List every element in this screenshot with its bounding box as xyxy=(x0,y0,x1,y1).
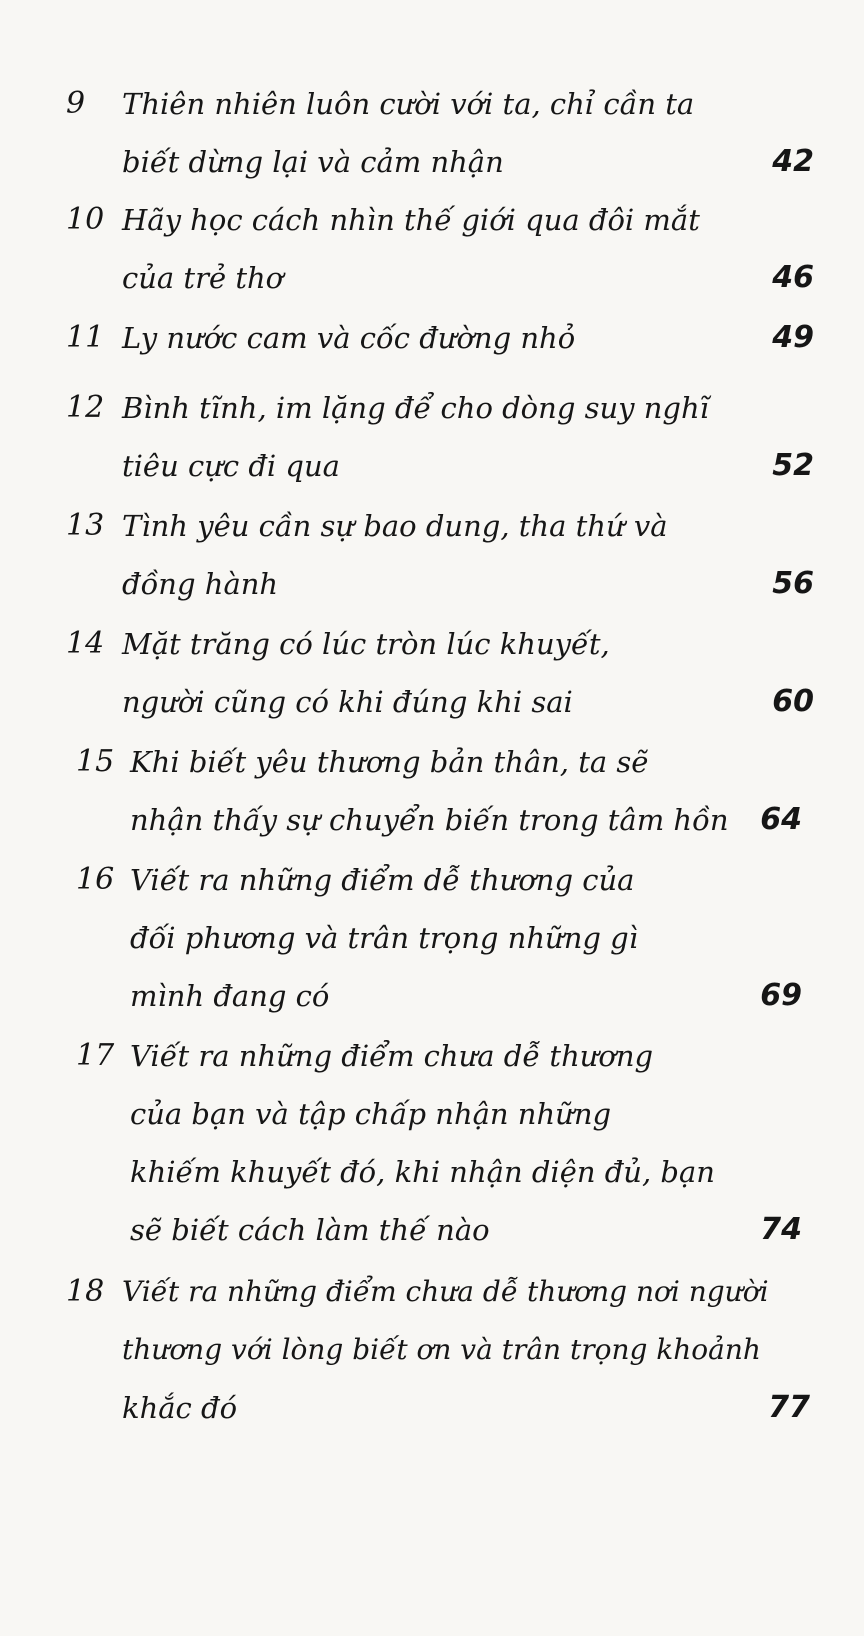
entry-number: 11 xyxy=(66,320,105,355)
entry-page-number: 77 xyxy=(768,1390,810,1425)
entry-page-number: 74 xyxy=(760,1212,802,1247)
entry-title-line: Tình yêu cần sự bao dung, tha thứ và xyxy=(122,509,668,543)
entry-title-line: Viết ra những điểm chưa dễ thương xyxy=(130,1039,654,1073)
entry-title-line: Thiên nhiên luôn cười với ta, chỉ cần ta xyxy=(122,87,695,121)
entry-number: 17 xyxy=(76,1038,115,1073)
entry-title-line: biết dừng lại và cảm nhận xyxy=(122,145,504,179)
entry-page-number: 52 xyxy=(772,448,814,483)
entry-number: 10 xyxy=(66,202,105,237)
entry-title-line: mình đang có xyxy=(130,979,330,1013)
entry-page-number: 42 xyxy=(772,144,814,179)
entry-page-number: 60 xyxy=(772,684,814,719)
entry-number: 15 xyxy=(76,744,115,779)
entry-title-line: nhận thấy sự chuyển biến trong tâm hồn xyxy=(130,803,729,837)
entry-title-line: đối phương và trân trọng những gì xyxy=(130,921,638,955)
entry-title-line: của trẻ thơ xyxy=(122,261,284,295)
entry-page-number: 64 xyxy=(760,802,802,837)
entry-title-line: tiêu cực đi qua xyxy=(122,449,340,483)
entry-page-number: 49 xyxy=(772,320,814,355)
entry-title-line: Khi biết yêu thương bản thân, ta sẽ xyxy=(130,745,649,779)
entry-title-line: Mặt trăng có lúc tròn lúc khuyết, xyxy=(122,627,610,661)
entry-title-line: đồng hành xyxy=(122,567,279,601)
entry-number: 16 xyxy=(76,862,115,897)
entry-page-number: 56 xyxy=(772,566,814,601)
entry-title-line: sẽ biết cách làm thế nào xyxy=(130,1213,490,1247)
entry-title-line: của bạn và tập chấp nhận những xyxy=(130,1097,612,1131)
entry-title-line: Bình tĩnh, im lặng để cho dòng suy nghĩ xyxy=(122,391,709,425)
entry-title-line: khiếm khuyết đó, khi nhận diện đủ, bạn xyxy=(130,1155,715,1189)
entry-number: 12 xyxy=(66,390,105,425)
entry-page-number: 46 xyxy=(772,260,814,295)
entry-number: 18 xyxy=(66,1274,105,1309)
entry-title-line: Viết ra những điểm chưa dễ thương nơi người xyxy=(122,1275,769,1308)
entry-title-line: người cũng có khi đúng khi sai xyxy=(122,685,573,719)
entry-number: 14 xyxy=(66,626,105,661)
entry-title-line: khắc đó xyxy=(122,1391,238,1425)
entry-title-line: Hãy học cách nhìn thế giới qua đôi mắt xyxy=(122,203,700,237)
entry-title-line: Viết ra những điểm dễ thương của xyxy=(130,863,635,897)
entry-title-line: thương với lòng biết ơn và trân trọng khoảnh xyxy=(122,1333,761,1366)
entry-number: 13 xyxy=(66,508,105,543)
entry-title-line: Ly nước cam và cốc đường nhỏ xyxy=(122,321,576,355)
entry-number: 9 xyxy=(66,86,86,121)
entry-page-number: 69 xyxy=(760,978,802,1013)
